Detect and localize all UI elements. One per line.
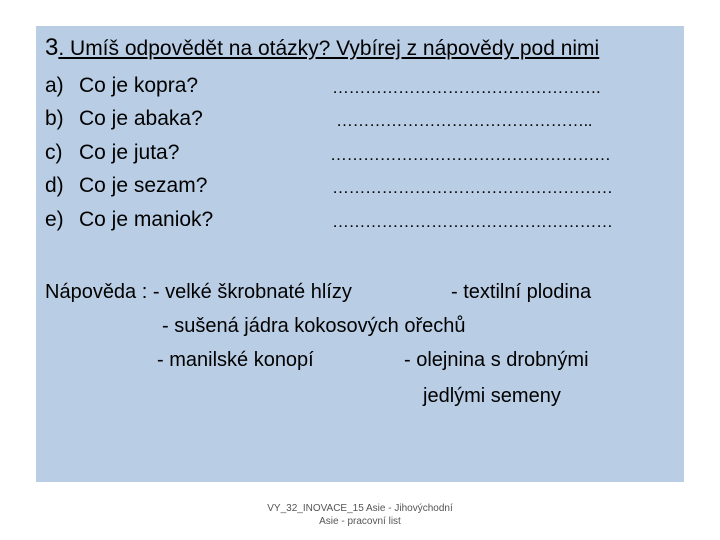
hint-oil: - olejnina s drobnými [404, 349, 589, 371]
footer-line-1: VY_32_INOVACE_15 Asie - Jihovýchodní [267, 503, 453, 514]
exercise-instruction: . Umíš odpovědět na otázky? Vybírej z nápovědy pod nimi [58, 37, 600, 60]
question-letter: e) [45, 208, 64, 231]
question-b [45, 107, 203, 131]
answer-blank-e[interactable]: …………………………………………… [332, 212, 613, 231]
question-e [45, 208, 213, 232]
question-letter: b) [45, 107, 64, 130]
question-text: Co je abaka? [79, 107, 203, 130]
question-text: Co je maniok? [79, 208, 214, 231]
answer-blank-b[interactable]: ……………………………………….. [336, 111, 592, 130]
question-d [45, 174, 207, 198]
exercise-title [45, 34, 599, 62]
hint-manila: - manilské konopí [157, 349, 314, 371]
answer-blank-d[interactable]: …………………………………………… [332, 178, 613, 197]
question-text: Co je sezam? [79, 174, 208, 197]
question-a [45, 74, 198, 98]
hint-coconut: - sušená jádra kokosových ořechů [162, 315, 466, 337]
question-c [45, 141, 179, 165]
footer-line-2: Asie - pracovní list [319, 516, 401, 527]
question-letter: a) [45, 74, 64, 97]
question-letter: d) [45, 174, 64, 197]
hint-textile: - textilní plodina [451, 281, 592, 303]
answer-blank-c[interactable]: …………………………………………… [330, 145, 611, 164]
hint-label: Nápověda : - velké škrobnaté hlízy [45, 281, 352, 303]
exercise-number: 3 [45, 34, 59, 61]
footer-caption [240, 502, 480, 528]
answer-blank-a[interactable]: …………………………………………. [332, 78, 601, 97]
question-text: Co je kopra? [79, 74, 199, 97]
question-text: Co je juta? [79, 141, 180, 164]
hint-oil-continued: jedlými semeny [423, 385, 561, 407]
question-letter: c) [45, 141, 63, 164]
